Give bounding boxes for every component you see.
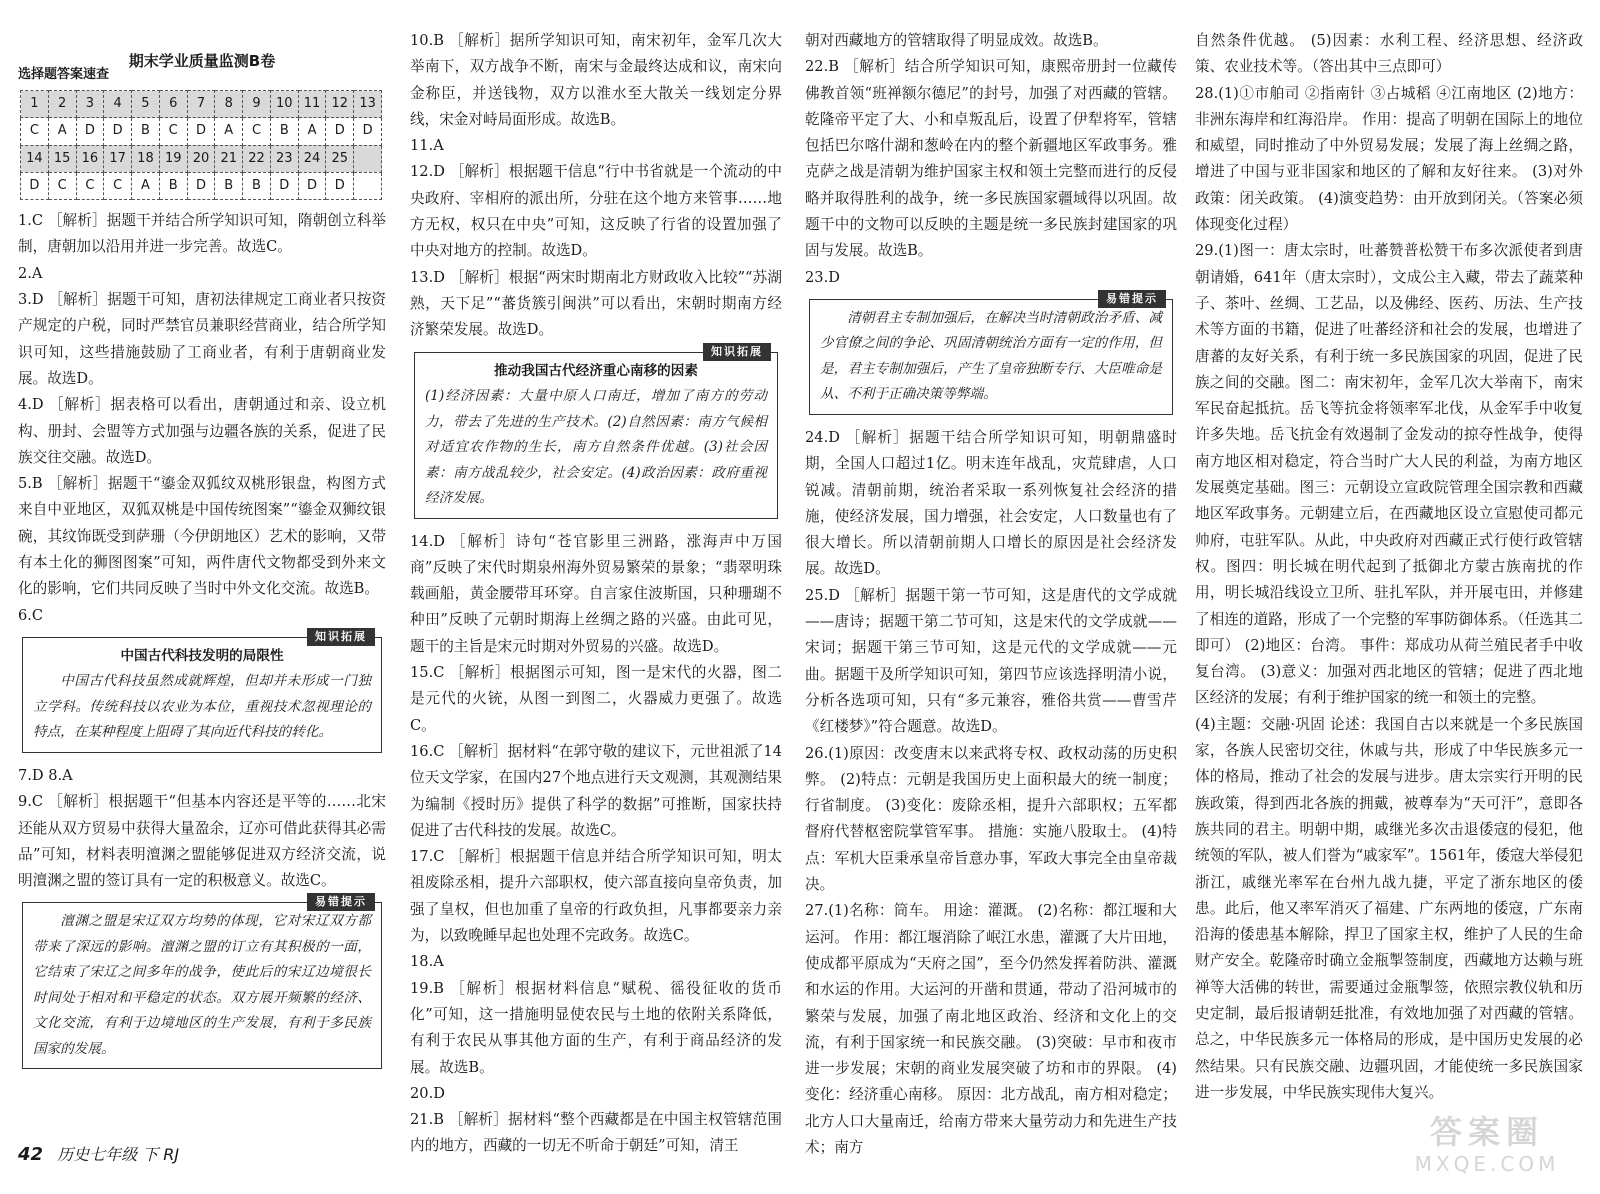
question-number-cell: 3 (76, 91, 104, 118)
page-number: 42 (18, 1144, 44, 1165)
answer-14: 14.D ［解析］诗句“苍官影里三洲路，涨海声中万国商”反映了宋代时期泉州海外贸易繁荣的景象；“翡翠明珠载画船，黄金腰带耳环穿。自言家住波斯国，只种珊瑚不种田”反映了元朝时期海上丝绸之路的兴盛。由此可见，题干的主旨是宋元时期对外贸易的兴盛。故选D。 (410, 532, 782, 655)
answer-12: 12.D ［解析］根据题干信息“行中书省就是一个流动的中央政府、宰相府的派出所，分驻在这个地方来管事……地方无权，权只在中央”可知，这反映了行省的设置加强了中央对地方的控制。故选D。 (410, 163, 782, 260)
column-4 (1195, 28, 1583, 1106)
answer-cell: C (48, 172, 76, 199)
answer-cell: D (76, 118, 104, 145)
question-number-cell: 13 (354, 91, 382, 118)
footer-text: 历史七年级 下 RJ (57, 1145, 180, 1164)
answer-cell: C (76, 172, 104, 199)
answer-cell: D (326, 172, 354, 199)
answer-19: 19.B ［解析］根据材料信息“赋税、徭役征收的货币化”可知，这一措施明显使农民与土地的依附关系降低，有利于农民从事其他方面的生产，有利于商品经济的发展。故选B。 (410, 979, 782, 1076)
answer-cell: B (159, 172, 187, 199)
question-number-cell: 22 (243, 145, 271, 172)
box-tag: 知识拓展 (307, 628, 375, 646)
answer-4: 4.D ［解析］据表格可以看出，唐朝通过和亲、设立机构、册封、会盟等方式加强与边疆各族的关系，促进了民族交往交融。故选D。 (18, 396, 386, 466)
box-text: 澶渊之盟是宋辽双方均势的体现，它对宋辽双方都带来了深远的影响。澶渊之盟的订立有其积极的一面，它结束了宋辽之间多年的战争，使此后的宋辽边境很长时间处于相对和平稳定的状态。双方展开频繁的经济、文化交流，有利于边境地区的生产发展，有利于多民族国家的发展。 (33, 913, 371, 1057)
column-3 (805, 28, 1177, 1161)
question-number-cell: 24 (298, 145, 326, 172)
box-text: (1)经济因素：大量中原人口南迁，增加了南方的劳动力，带去了先进的生产技术。(2)自然因素：南方气候相对适宜农作物的生长，南方自然条件优越。(3)社会因素：南方战乱较少，社会安定。(4)政治因素：政府重视经济发展。 (425, 388, 767, 507)
question-number-cell: 1 (21, 91, 49, 118)
answer-cell: D (270, 172, 298, 199)
answer-cell: A (215, 118, 243, 145)
answer-25: 25.D ［解析］据题干第一节可知，这是唐代的文学成就——唐诗；据题干第二节可知，这是宋代的文学成就——宋词；据题干第三节可知，这是元代的文学成就——元曲。据题干及所学知识可知，第四节应该选择明清小说，分析各选项可知，只有“多元兼容，雅俗共赏——曹雪芹《红楼梦》”符合题意。故选D。 (805, 586, 1177, 736)
answer-cell: D (326, 118, 354, 145)
answer-cell: D (187, 118, 215, 145)
question-number-cell (354, 145, 382, 172)
box-title: 中国古代科技发明的局限性 (120, 647, 284, 664)
answer-table (20, 90, 382, 200)
question-number-cell: 7 (187, 91, 215, 118)
page-footer (18, 1142, 179, 1165)
answer-cell: D (354, 118, 382, 145)
answer-cell: B (270, 118, 298, 145)
answer-1: 1.C ［解析］据题干并结合所学知识可知，隋朝创立科举制，唐朝加以沿用并进一步完善。故选C。 (18, 212, 386, 256)
answer-27: 27.(1)名称：筒车。 用途：灌溉。 (2)名称：都江堰和大运河。 作用：都江堰消除了岷江水患，灌溉了大片田地，使成都平原成为“天府之国”，至今仍然发挥着防洪、灌溉和水运的作用。大运河的开凿和贯通，带动了沿河城市的繁荣与发展，加强了南北地区政治、经济和文化上的交流，有利于国家统一和民族交融。 (3)突破：早市和夜市进一步发展；宋朝的商业发展突破了坊和市的界限。 (4)变化：经济重心南移。 原因：北方战乱，南方相对稳定；北方人口大量南迁，给南方带来大量劳动力和先进生产技术；南方 (805, 902, 1177, 1156)
knowledge-box-economy (414, 344, 778, 519)
column-2 (410, 28, 782, 1160)
answer-cell (354, 172, 382, 199)
question-number-cell: 18 (132, 145, 160, 172)
question-number-cell: 15 (48, 145, 76, 172)
box-tag: 易错提示 (1098, 290, 1166, 308)
question-number-cell: 8 (215, 91, 243, 118)
answer-3: 3.D ［解析］据题干可知，唐初法律规定工商业者只按资产规定的户税，同时严禁官员兼职经营商业，结合所学知识可知，这些措施鼓励了工商业者，有利于唐朝商业发展。故选D。 (18, 291, 386, 387)
answer-15: 15.C ［解析］根据图示可知，图一是宋代的火器，图二是元代的火铳，从图一到图二，火器威力更强了。故选C。 (410, 664, 782, 734)
answer-cell: D (104, 118, 132, 145)
watermark-line-2: MXQE.COM (1414, 1152, 1560, 1176)
answer-cell: B (243, 172, 271, 199)
question-number-cell: 21 (215, 145, 243, 172)
question-number-cell: 20 (187, 145, 215, 172)
answer-16: 16.C ［解析］据材料“在郭守敬的建议下，元世祖派了14位天文学家，在国内27个地点进行天文观测，其观测结果为编制《授时历》提供了科学的数据”可推断，国家扶持促进了古代科技的发展。故选C。 (410, 742, 782, 839)
box-tag: 易错提示 (307, 893, 375, 911)
question-number-cell: 4 (104, 91, 132, 118)
answer-18: 18.A (410, 953, 444, 971)
answer-cell: A (48, 118, 76, 145)
answer-21: 21.B ［解析］据材料“整个西藏都是在中国主权管辖范围内的地方，西藏的一切无不听命于朝廷”可知，清王 (410, 1111, 782, 1155)
answer-cell: C (159, 118, 187, 145)
answer-5: 5.B ［解析］据题干“鎏金双狐纹双桃形银盘，构图方式来自中亚地区，双狐双桃是中国传统图案”“鎏金双狮纹银碗，其纹饰既受到萨珊（今伊朗地区）艺术的影响，又带有本土化的狮图图案”可知，两件唐代文物都受到外来文化的影响，它们共同反映了当时中外文化交流。故选B。 (18, 475, 386, 598)
question-number-cell: 16 (76, 145, 104, 172)
box-title: 推动我国古代经济重心南移的因素 (494, 362, 698, 379)
answer-6: 6.C (18, 606, 44, 624)
answer-cell: A (132, 172, 160, 199)
question-number-cell: 9 (243, 91, 271, 118)
page-title: 期末学业质量监测B卷 (128, 52, 276, 70)
answer-28: 28.(1)①市舶司 ②指南针 ③占城稻 ④江南地区 (2)地方：非洲东海岸和红海沿岸。 作用：提高了明朝在国际上的地位和威望，同时推动了中外贸易发展；发展了海上丝绸之路，增进了中国与亚非国家和地区的了解和友好往来。 (3)对外政策：闭关政策。 (4)演变趋势：由开放到闭关。（答案必须体现变化过程） (1195, 84, 1583, 234)
question-number-cell: 6 (159, 91, 187, 118)
answer-cell: B (215, 172, 243, 199)
watermark-line-1: 答案圈 (1429, 1113, 1544, 1151)
answer-7-8: 7.D 8.A (18, 766, 73, 784)
answer-21-cont: 朝对西藏地方的管辖取得了明显成效。故选B。 (805, 32, 1108, 49)
answer-cell: D (21, 172, 49, 199)
question-number-cell: 23 (270, 145, 298, 172)
answer-cell: A (298, 118, 326, 145)
answer-11: 11.A (410, 137, 444, 155)
answer-23: 23.D (805, 268, 840, 286)
answer-2: 2.A (18, 264, 43, 282)
question-number-cell: 19 (159, 145, 187, 172)
watermark-logo (1392, 1112, 1582, 1186)
tip-box-qing (809, 291, 1173, 415)
tip-box-chanyuan (22, 895, 382, 1069)
answer-cell: C (21, 118, 49, 145)
question-number-cell: 14 (21, 145, 49, 172)
column-1 (18, 44, 386, 1079)
answer-22: 22.B ［解析］结合所学知识可知，康熙帝册封一位藏传佛教首领“班禅额尔德尼”的封号，加强了对西藏的管辖。乾隆帝平定了大、小和卓叛乱后，设置了伊犁将军，管辖包括巴尔喀什湖和葱岭在内的整个新疆地区军政事务。雅克萨之战是清朝为维护国家主权和领土完整而进行的反侵略并取得胜利的战争，统一多民族国家疆域得以巩固。故题干中的文物可以反映的主题是统一多民族封建国家的巩固与发展。故选B。 (805, 58, 1177, 260)
question-number-cell: 25 (326, 145, 354, 172)
answer-9: 9.C ［解析］根据题干“但基本内容还是平等的……北宋还能从双方贸易中获得大量盈余，辽亦可借此获得其必需品”可知，材料表明澶渊之盟能够促进双方经济交流，说明澶渊之盟的签订具有一定的积极意义。故选C。 (18, 793, 386, 890)
answer-24: 24.D ［解析］据题干结合所学知识可知，明朝鼎盛时期，全国人口超过1亿。明末连年战乱，灾荒肆虐，人口锐减。清朝前期，统治者采取一系列恢复社会经济的措施，使经济发展，国力增强，社会安定，人口数量也有了很大增长。所以清朝前期人口增长的原因是社会经济发展。故选D。 (805, 428, 1177, 578)
box-text: 清朝君主专制加强后，在解决当时清朝政治矛盾、减少官僚之间的争论、巩固清朝统治方面有一定的作用，但是，君主专制加强后，产生了皇帝独断专行、大臣唯命是从、不利于正确决策等弊端。 (820, 309, 1162, 403)
answer-heading: 选择题答案速查 (18, 67, 110, 82)
question-number-cell: 12 (326, 91, 354, 118)
question-number-cell: 2 (48, 91, 76, 118)
answer-10: 10.B ［解析］据所学知识可知，南宋初年，金军几次大举南下，双方战争不断，南宋与金最终达成和议，南宋向金称臣，并送钱物，双方以淮水至大散关一线划定分界线，宋金对峙局面形成。故选B。 (410, 32, 782, 128)
answer-27-cont: 自然条件优越。 (5)因素：水利工程、经济思想、经济政策、农业技术等。（答出其中三点即可） (1195, 32, 1583, 76)
box-text: 中国古代科技虽然成就辉煌，但却并未形成一门独立学科。传统科技以农业为本位，重视技术忽视理论的特点，在某种程度上阻碍了其向近代科技的转化。 (33, 673, 371, 741)
box-tag: 知识拓展 (703, 343, 771, 361)
question-number-cell: 17 (104, 145, 132, 172)
answer-cell: B (132, 118, 160, 145)
answer-29-4: (4)主题：交融·巩固 论述：我国自古以来就是一个多民族国家，各族人民密切交往，休戚与共，形成了中华民族多元一体的格局，推动了社会的发展与进步。唐太宗实行开明的民族政策，得到西北各族的拥戴，被尊奉为“天可汗”，意即各族共同的君主。明朝中期，戚继光多次击退倭寇的侵犯，他统领的军队，被人们誉为“戚家军”。1561年，倭寇大举侵犯浙江，戚继光率军在台州九战九捷，平定了浙东地区的倭患。此后，他又率军消灭了福建、广东两地的倭寇，广东南沿海的倭患基本解除，捍卫了国家主权，维护了人民的生命财产安全。乾隆帝时确立金瓶掣签制度，西藏地方达赖与班禅等大活佛的转世，需要通过金瓶掣签，依照宗教仪轨和历史定制，最后报请朝廷批准，有效地加强了对西藏的管辖。总之，中华民族多元一体格局的形成，是中国历史发展的必然结果。只有民族交融、边疆巩固，才能使统一多民族国家进一步发展，中华民族实现伟大复兴。 (1195, 715, 1583, 1101)
question-number-cell: 10 (270, 91, 298, 118)
answer-17: 17.C ［解析］根据题干信息并结合所学知识可知，明太祖废除丞相，提升六部职权，使六部直接向皇帝负责，加强了皇权，但也加重了皇帝的行政负担，凡事都要亲力亲为，以致晚睡早起也处理不完政务。故选C。 (410, 848, 782, 945)
answer-cell: D (298, 172, 326, 199)
answer-cell: C (104, 172, 132, 199)
answer-13: 13.D ［解析］根据“两宋时期南北方财政收入比较”“苏湖熟，天下足”“蕃货簇引闽洪”可以看出，宋朝时期南方经济繁荣发展。故选D。 (410, 268, 782, 339)
answer-cell: C (243, 118, 271, 145)
question-number-cell: 11 (298, 91, 326, 118)
question-number-cell: 5 (132, 91, 160, 118)
answer-29: 29.(1)图一：唐太宗时，吐蕃赞普松赞干布多次派使者到唐朝请婚，641年（唐太宗时），文成公主入藏，带去了蔬菜种子、茶叶、丝绸、工艺品，以及佛经、医药、历法、生产技术等方面的书籍，促进了吐蕃经济和社会的发展，也增进了唐蕃的友好关系，有利于统一多民族国家的巩固，促进了民族之间的交融。图二：南宋初年，金军几次大举南下，南宋军民奋起抵抗。岳飞等抗金将领率军北伐，从金军手中收复许多失地。岳飞抗金有效遏制了金发动的掠夺性战争，使得南方地区相对稳定，符合当时广大人民的利益，为南方地区发展奠定基础。图三：元朝设立宣政院管理全国宗教和西藏地区军政事务。元朝建立后，在西藏地区设立宣慰使司都元帅府，屯驻军队。从此，中央政府对西藏正式行使行政管辖权。图四：明长城在明代起到了抵御北方蒙古族南扰的作用，明长城沿线设立卫所、驻扎军队，并开展屯田，并修建了相连的道路，形成了一个完整的军事防御体系。（任选其二即可） (2)地区：台湾。 事件：郑成功从荷兰殖民者手中收复台湾。 (3)意义：加强对西北地区的管辖；促进了西北地区经济的发展；有利于维护国家的统一和领土的完整。 (1195, 242, 1583, 707)
knowledge-box-tech (22, 629, 382, 753)
answer-cell: D (187, 172, 215, 199)
answer-20: 20.D (410, 1084, 445, 1102)
answer-26: 26.(1)原因：改变唐末以来武将专权、政权动荡的历史积弊。 (2)特点：元朝是我国历史上面积最大的统一制度；行省制度。 (3)变化：废除丞相，提升六部职权；五军都督府代替枢密院掌管军事。 措施：实施八股取士。 (4)特点：军机大臣秉承皇帝旨意办事，军政大事完全由皇帝裁决。 (805, 744, 1177, 894)
